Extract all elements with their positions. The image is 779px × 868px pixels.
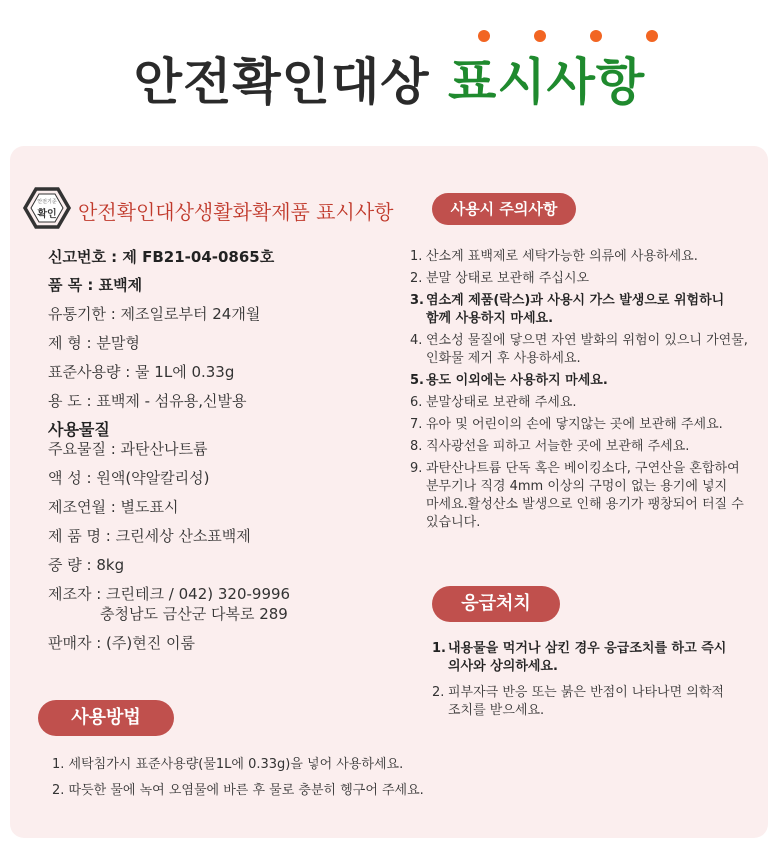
list-item-number: 7. [410, 417, 423, 432]
list-item [410, 332, 748, 368]
list-item-number: 2. [432, 685, 445, 700]
list-item-text: 염소계 제품(락스)과 사용시 가스 발생으로 위험하니 [426, 293, 725, 308]
list-item [410, 394, 577, 412]
cautions-badge: 사용시 주의사항 [432, 193, 576, 225]
list-item: 1. 세탁침가시 표준사용량(물1L에 0.33g)을 넣어 사용하세요. [52, 757, 404, 772]
page-title-primary: 안전확인대상 [133, 53, 430, 111]
list-item [410, 416, 723, 434]
list-item-number: 5. [410, 373, 424, 388]
logo-big-text: 확인 [37, 209, 57, 220]
list-item [410, 270, 589, 288]
list-item-text: 분무기나 직경 4mm 이상의 구멍이 없는 용기에 넣지 [426, 479, 728, 494]
list-item-text: 내용물을 먹거나 삼킨 경우 응급조치를 하고 즉시 [448, 641, 727, 656]
list-item [410, 438, 689, 456]
list-item-text: 함께 사용하지 마세요. [426, 311, 554, 326]
expiry: 유통기한 : 제조일로부터 24개월 [48, 305, 261, 323]
list-item-text: 조치를 받으세요. [448, 703, 545, 718]
weight: 중 량 : 8kg [48, 556, 125, 574]
form: 제 형 : 분말형 [48, 334, 140, 352]
standard-usage: 표준사용량 : 물 1L에 0.33g [48, 363, 235, 381]
manufacturer: 제조자 : 크린테크 / 042) 320-9996 [48, 585, 291, 603]
manufacture-date: 제조연월 : 별도표시 [48, 498, 179, 516]
liquid-property: 액 성 : 원액(약알칼리성) [48, 469, 210, 487]
list-item [410, 248, 698, 266]
list-item [410, 460, 744, 532]
usage-badge: 사용방법 [38, 700, 174, 736]
list-item-text: 직사광선을 피하고 서늘한 곳에 보관해 주세요. [426, 439, 690, 454]
dot-icon [534, 30, 546, 42]
list-item-text: 있습니다. [426, 515, 481, 530]
page-title [0, 42, 779, 114]
list-item [432, 684, 724, 720]
header [0, 0, 779, 140]
list-item [410, 372, 608, 390]
logo-small-text: 안전기준 [37, 199, 57, 205]
item-type: 품 목 : 표백제 [48, 276, 143, 294]
list-item-number: 4. [410, 333, 423, 348]
list-item-number: 2. [410, 271, 423, 286]
list-item-text: 의사와 상의하세요. [448, 659, 558, 674]
list-item-number: 1. [432, 641, 446, 656]
list-item: 2. 따듯한 물에 녹여 오염물에 바른 후 물로 충분히 헹구어 주세요. [52, 783, 424, 798]
list-item-text: 과탄산나트륨 단독 혹은 베이킹소다, 구연산을 혼합하여 [426, 461, 740, 476]
list-item [432, 640, 726, 676]
list-item-text: 용도 이외에는 사용하지 마세요. [426, 373, 608, 388]
dot-icon [590, 30, 602, 42]
list-item-number: 8. [410, 439, 423, 454]
list-item-text: 산소계 표백제로 세탁가능한 의류에 사용하세요. [426, 249, 698, 264]
list-item-number: 1. [410, 249, 423, 264]
list-item [410, 292, 724, 328]
list-item-number: 6. [410, 395, 423, 410]
dot-icon [478, 30, 490, 42]
list-item-number: 3. [410, 293, 424, 308]
manufacturer-address: 충청남도 금산군 다복로 289 [100, 605, 288, 623]
list-item-text: 피부자극 반응 또는 붉은 반점이 나타나면 의학적 [448, 685, 724, 700]
report-number: 신고번호 : 제 FB21-04-0865호 [48, 248, 275, 266]
first-aid-badge: 응급처치 [432, 586, 560, 622]
list-item-text: 인화물 제거 후 사용하세요. [426, 351, 581, 366]
seller: 판매자 : (주)현진 이룸 [48, 634, 195, 652]
product-name: 제 품 명 : 크린세상 산소표백제 [48, 527, 251, 545]
purpose: 용 도 : 표백제 - 섬유용,신발용 [48, 392, 247, 410]
list-item-text: 분말상태로 보관해 주세요. [426, 395, 577, 410]
list-item-text: 분말 상태로 보관해 주십시오 [426, 271, 590, 286]
safety-logo [22, 186, 72, 230]
dot-icon [646, 30, 658, 42]
page-title-highlight: 표시사항 [448, 53, 646, 111]
product-info-heading: 안전확인대상생활화확제품 표시사항 [78, 200, 394, 224]
main-material: 주요물질 : 과탄산나트륨 [48, 440, 208, 458]
materials-heading: 사용물질 [48, 420, 110, 439]
list-item-text: 연소성 물질에 닿으면 자연 발화의 위험이 있으니 가연물, [426, 333, 748, 348]
list-item-number: 9. [410, 461, 423, 476]
list-item-text: 유아 및 어린이의 손에 닿지않는 곳에 보관해 주세요. [426, 417, 723, 432]
list-item-text: 마세요.활성산소 발생으로 인해 용기가 팽창되어 터질 수 [426, 497, 744, 512]
